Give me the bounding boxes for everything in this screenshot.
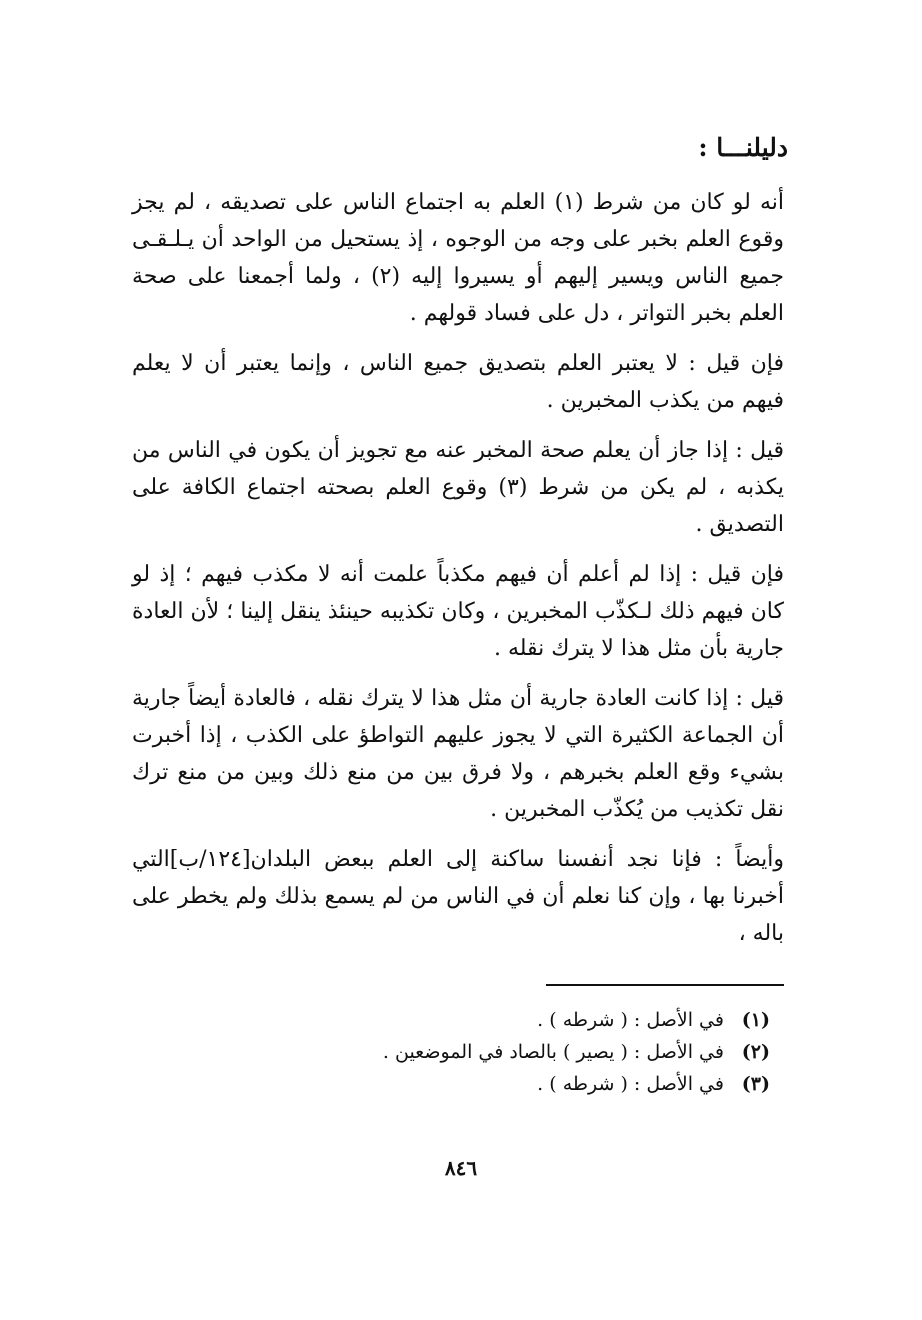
footnote-text: في الأصل : ( يصير ) بالصاد في الموضعين . — [382, 1041, 724, 1063]
footnote-number: (٣) — [741, 1073, 770, 1095]
paragraph-1: أنه لو كان من شرط (١) العلم به اجتماع الناس على تصديقه ، لم يجز وقوع العلم بخبر على وجه من الوجوه ، إذ يستحيل من الواحد أن يـلـقـى جميع الناس ويسير إليهم أو يسيروا إليه (٢) ، ولما أجمعنا على صحة العلم بخبر التواتر ، دل على فساد قولهم . — [132, 190, 784, 326]
paragraph-3: قيل : إذا جاز أن يعلم صحة المخبر عنه مع تجويز أن يكون في الناس من يكذبه ، لم يكن من شرط (٣) وقوع العلم بصحته اجتماع الكافة على التصديق . — [132, 438, 784, 537]
footnote-2 — [132, 1036, 784, 1068]
paragraph-6: وأيضاً : فإنا نجد أنفسنا ساكنة إلى العلم ببعض البلدان[١٢٤/ب]التي أخبرنا بها ، وإن كنا نعلم أن في الناس من لم يسمع بذلك ولم يخطر على باله ، — [132, 847, 784, 946]
footnote-text: في الأصل : ( شرطه ) . — [537, 1009, 724, 1031]
footnote-number: (٢) — [741, 1041, 770, 1063]
footnote-text: في الأصل : ( شرطه ) . — [537, 1073, 724, 1095]
paragraph-2: فإن قيل : لا يعتبر العلم بتصديق جميع الناس ، وإنما يعتبر أن لا يعلم فيهم من يكذب المخبرين . — [132, 351, 784, 413]
footnote-3 — [132, 1068, 784, 1100]
paragraph-4: فإن قيل : إذا لم أعلم أن فيهم مكذباً علمت أنه لا مكذب فيهم ؛ إذ لو كان فيهم ذلك لـكذّب المخبرين ، وكان تكذيبه حينئذ ينقل إلينا ؛ لأن العادة جارية بأن مثل هذا لا يترك نقله . — [132, 562, 784, 661]
footnotes — [132, 1004, 784, 1100]
section-heading: دليلنـــا : — [698, 133, 788, 162]
footnote-number: (١) — [741, 1009, 770, 1031]
page-number: ٨٤٦ — [444, 1156, 478, 1180]
footnote-1 — [132, 1004, 784, 1036]
footnote-separator — [546, 984, 784, 986]
paragraph-5: قيل : إذا كانت العادة جارية أن مثل هذا لا يترك نقله ، فالعادة أيضاً جارية أن الجماعة الكثيرة التي لا يجوز عليهم التواطؤ على الكذب ، إذا أخبرت بشيء وقع العلم بخبرهم ، ولا فرق بين من منع ذلك وبين من منع ترك نقل تكذيب من يُكذّب المخبرين . — [132, 686, 784, 822]
